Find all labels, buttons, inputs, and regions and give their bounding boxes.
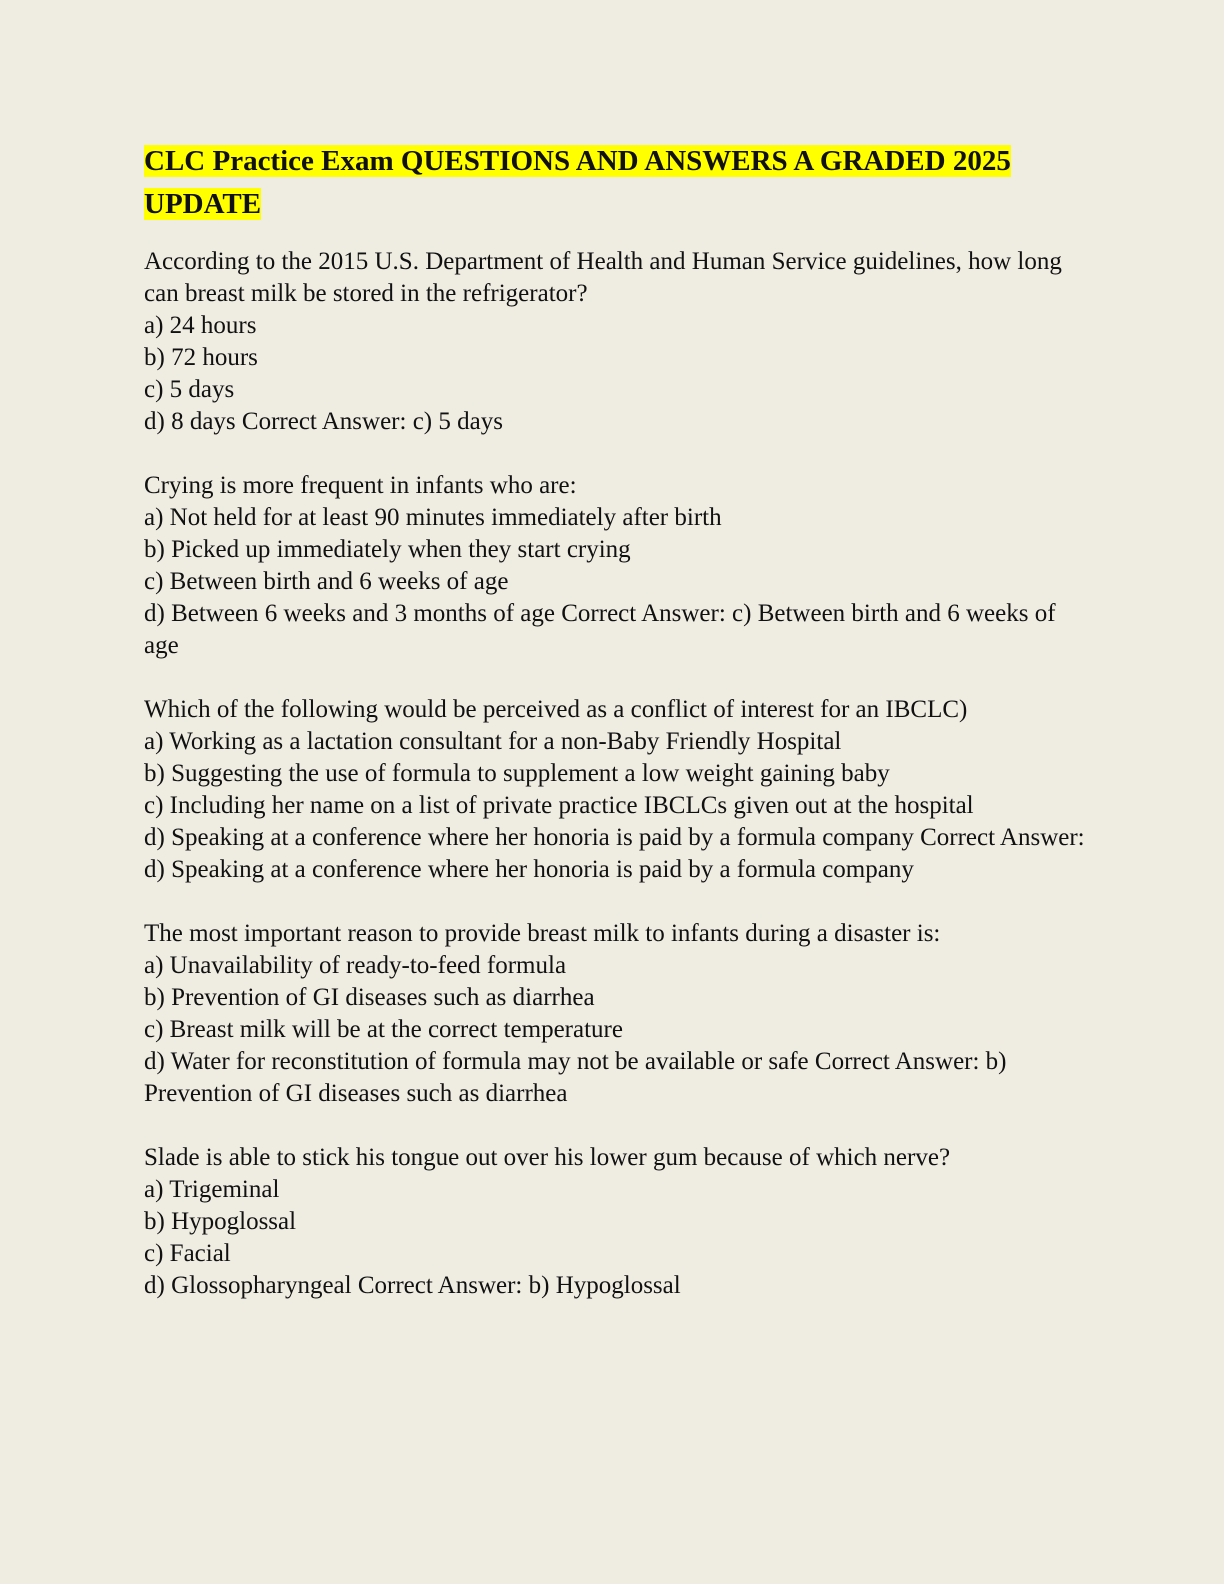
option-b: b) Picked up immediately when they start crying — [144, 536, 631, 563]
question-prompt: Slade is able to stick his tongue out over his lower gum because of which nerve? — [144, 1144, 951, 1171]
question-5 — [144, 1142, 1094, 1302]
option-b: b) Suggesting the use of formula to supplement a low weight gaining baby — [144, 760, 890, 787]
option-c: c) 5 days — [144, 376, 235, 403]
question-4 — [144, 918, 1094, 1110]
question-2 — [144, 470, 1094, 662]
document-page — [144, 140, 1094, 1334]
option-d-with-answer: d) Speaking at a conference where her honoria is paid by a formula company Correct Answer: d) Speaking at a conference where her honoria is paid by a formula company — [144, 824, 1085, 883]
option-a: a) 24 hours — [144, 312, 257, 339]
option-a: a) Unavailability of ready-to-feed formula — [144, 952, 567, 979]
option-b: b) Prevention of GI diseases such as diarrhea — [144, 984, 595, 1011]
option-a: a) Not held for at least 90 minutes immediately after birth — [144, 504, 722, 531]
option-c: c) Facial — [144, 1240, 231, 1267]
option-c: c) Between birth and 6 weeks of age — [144, 568, 509, 595]
option-a: a) Trigeminal — [144, 1176, 280, 1203]
option-d-with-answer: d) Glossopharyngeal Correct Answer: b) Hypoglossal — [144, 1272, 681, 1299]
title-highlight: CLC Practice Exam QUESTIONS AND ANSWERS A GRADED 2025 UPDATE — [144, 145, 1011, 220]
option-d-with-answer: d) 8 days Correct Answer: c) 5 days — [144, 408, 503, 435]
document-title — [144, 140, 1094, 226]
option-a: a) Working as a lactation consultant for a non-Baby Friendly Hospital — [144, 728, 842, 755]
option-d-with-answer: d) Between 6 weeks and 3 months of age Correct Answer: c) Between birth and 6 weeks of age — [144, 600, 1056, 659]
question-prompt: The most important reason to provide breast milk to infants during a disaster is: — [144, 920, 941, 947]
question-prompt: Crying is more frequent in infants who are: — [144, 472, 577, 499]
option-d-with-answer: d) Water for reconstitution of formula may not be available or safe Correct Answer: b) Prevention of GI diseases such as diarrhea — [144, 1048, 1007, 1107]
question-prompt: According to the 2015 U.S. Department of Health and Human Service guidelines, how long can breast milk be stored in the refrigerator? — [144, 248, 1062, 307]
option-b: b) 72 hours — [144, 344, 258, 371]
option-b: b) Hypoglossal — [144, 1208, 297, 1235]
question-3 — [144, 694, 1094, 886]
option-c: c) Including her name on a list of private practice IBCLCs given out at the hospital — [144, 792, 974, 819]
question-prompt: Which of the following would be perceived as a conflict of interest for an IBCLC) — [144, 696, 968, 723]
option-c: c) Breast milk will be at the correct temperature — [144, 1016, 623, 1043]
question-1 — [144, 246, 1094, 438]
